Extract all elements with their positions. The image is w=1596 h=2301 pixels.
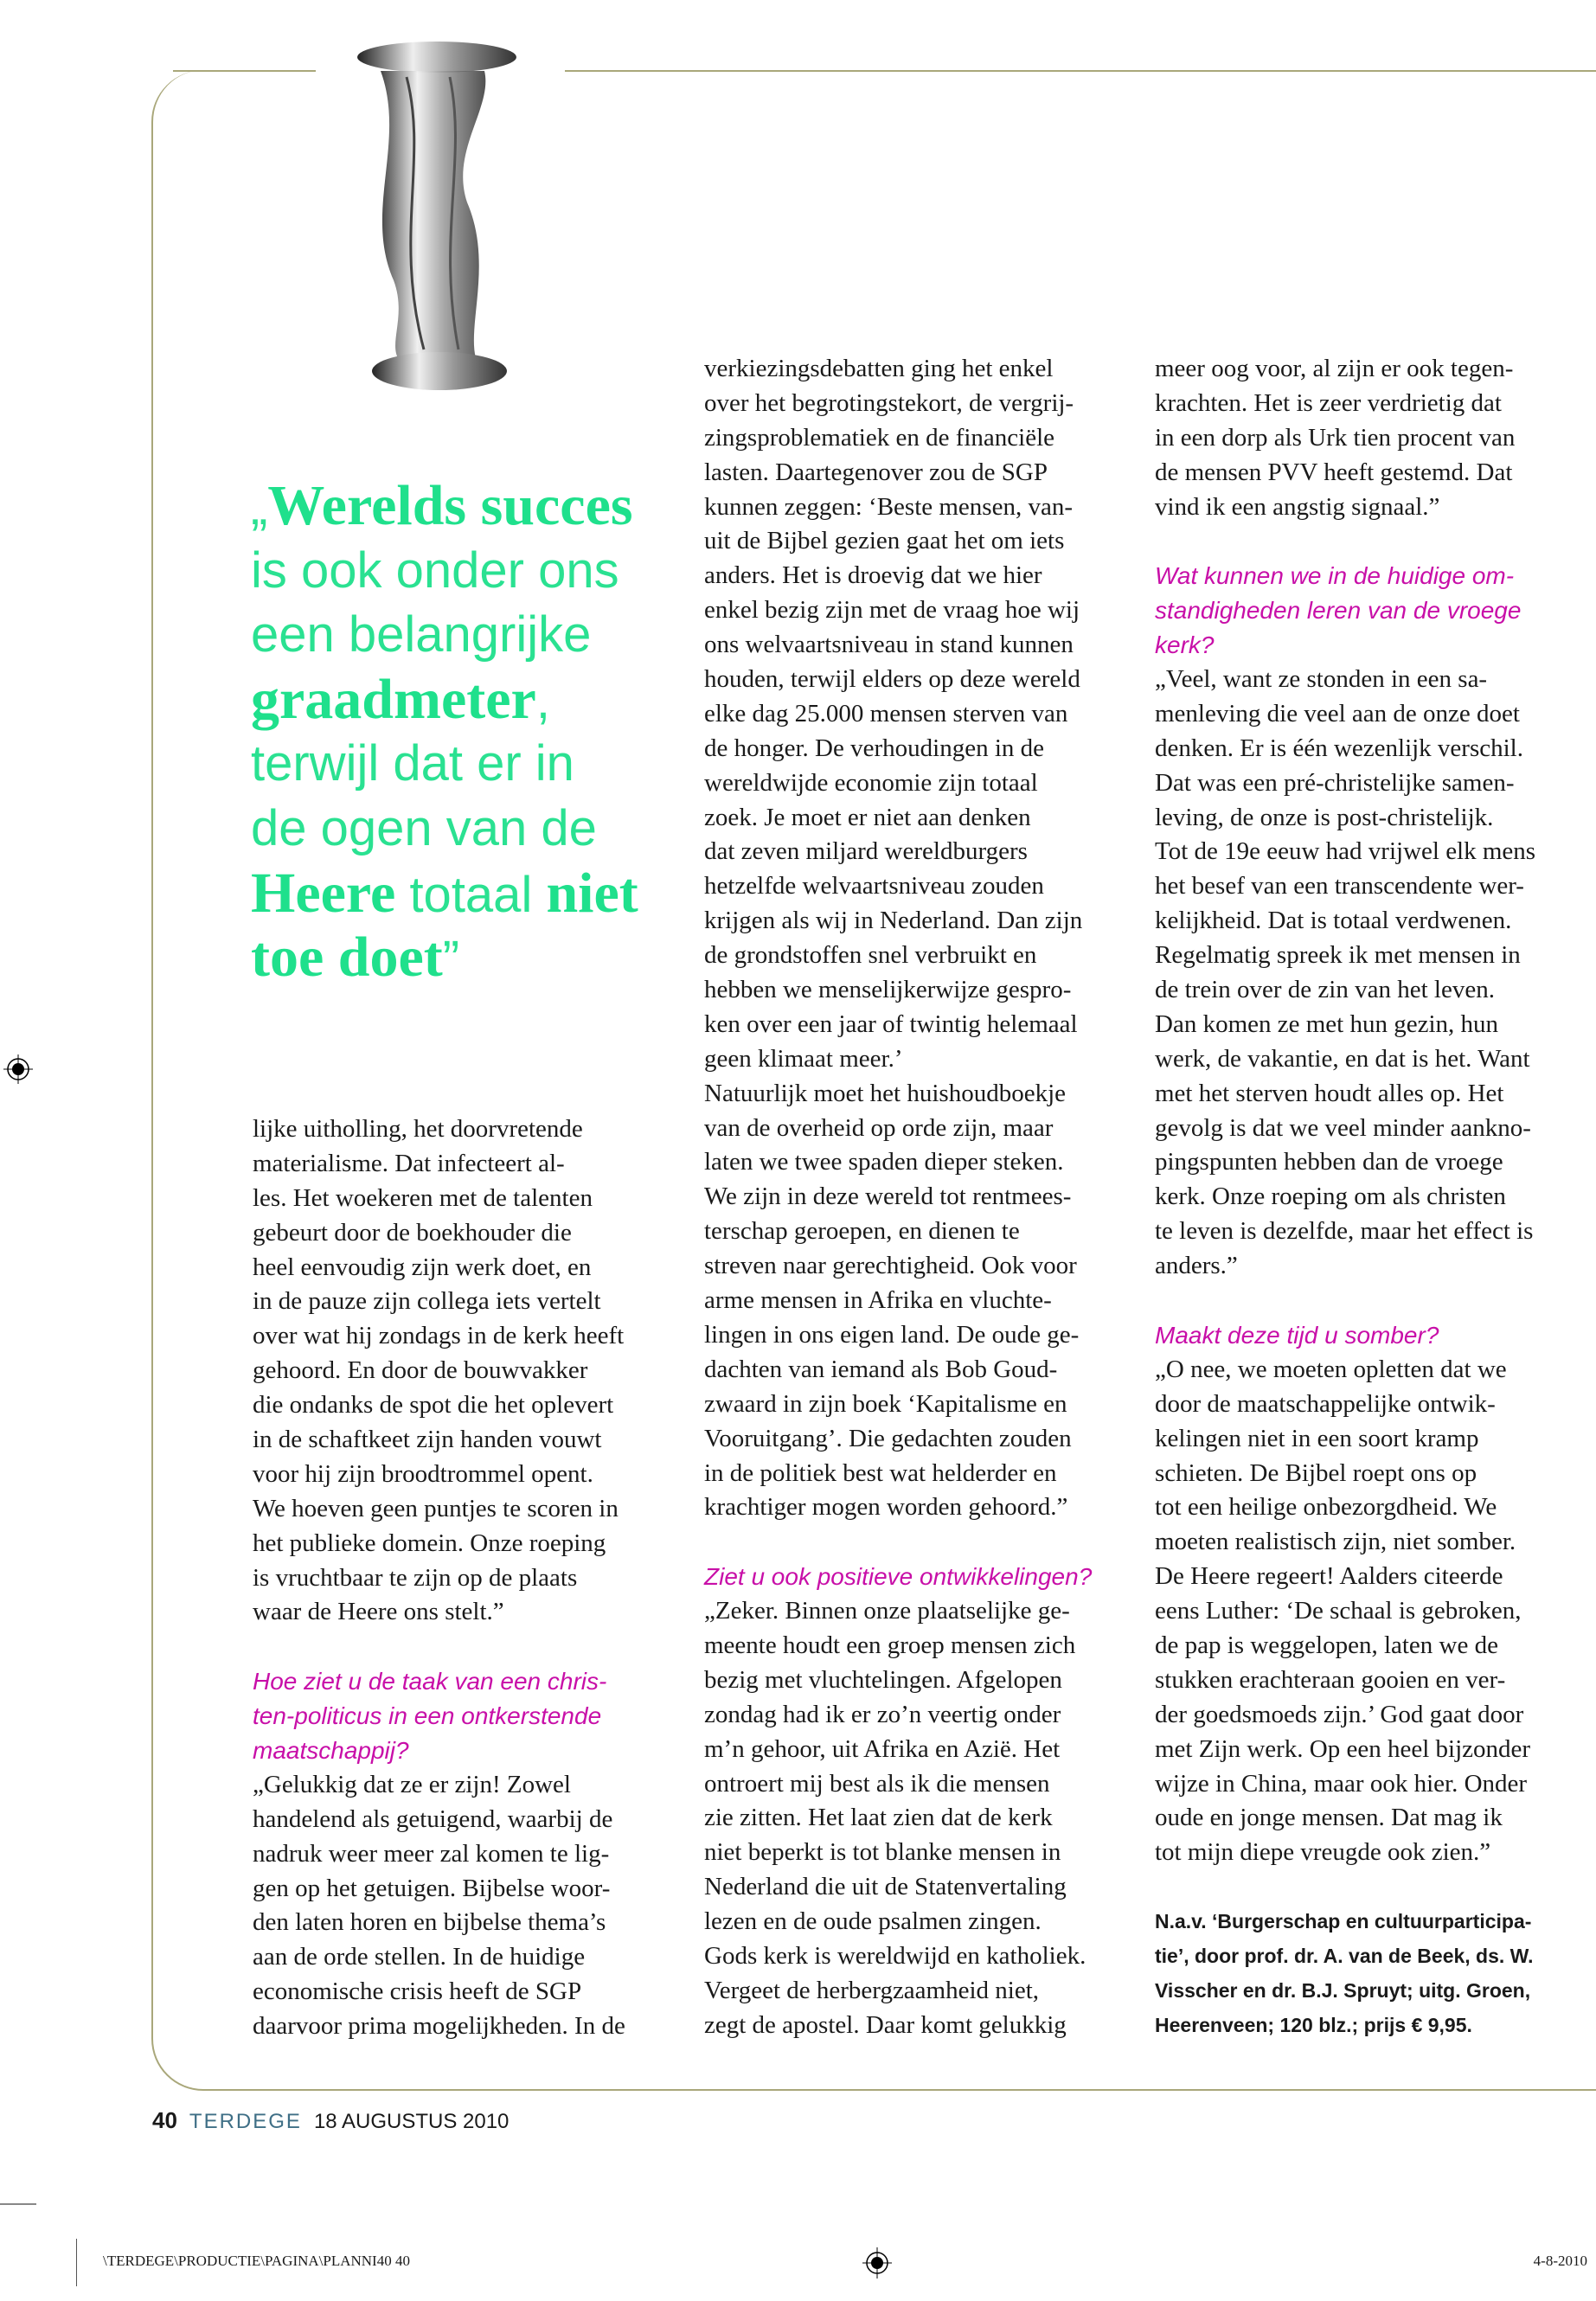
column-2 bbox=[704, 352, 1154, 2043]
slug-path: \TERDEGE\PRODUCTIE\PAGINA\PLANNI40 40 bbox=[103, 2253, 410, 2269]
text-line: het publieke domein. Onze roeping bbox=[253, 1529, 606, 1557]
text-line: Vooruitgang’. Die gedachten zouden bbox=[704, 1424, 1072, 1452]
text-line: de pap is weggelopen, laten we de bbox=[1155, 1631, 1498, 1659]
text-line: lezen en de oude psalmen zingen. bbox=[704, 1907, 1042, 1936]
text-line: te leven is dezelfde, maar het effect is bbox=[1155, 1217, 1534, 1246]
pull-quote-bold: graadmeter bbox=[251, 667, 536, 731]
text-line: de honger. De verhoudingen in de bbox=[704, 734, 1045, 762]
text-line: leving, de onze is post-christelijk. bbox=[1155, 803, 1494, 831]
text-line: moeten realistisch zijn, niet somber. bbox=[1155, 1528, 1516, 1556]
text-line: wijze in China, maar ook hier. Onder bbox=[1155, 1769, 1528, 1798]
registration-mark-icon bbox=[3, 1054, 33, 1084]
text-line: Wat kunnen we in de huidige om- bbox=[1155, 562, 1515, 590]
text-line: enkel bezig zijn met de vraag hoe wij bbox=[704, 596, 1080, 625]
text-line: over het begrotingstekort, de vergrij- bbox=[704, 388, 1074, 417]
pull-quote bbox=[251, 474, 638, 990]
body-paragraph bbox=[1155, 1353, 1596, 1870]
text-line: krijgen als wij in Nederland. Dan zijn bbox=[704, 907, 1083, 935]
text-line: voor hij zijn broodtrommel opent. bbox=[253, 1459, 593, 1488]
paragraph-gap bbox=[253, 1630, 702, 1664]
text-line: Ziet u ook positieve ontwikkelingen? bbox=[704, 1563, 1093, 1591]
text-line: streven naar gerechtigheid. Ook voor bbox=[704, 1252, 1077, 1280]
text-line: lasten. Daartegenover zou de SGP bbox=[704, 458, 1048, 486]
issue-date: 18 AUGUSTUS 2010 bbox=[313, 2110, 510, 2133]
text-line: De Heere regeert! Aalders citeerde bbox=[1155, 1562, 1503, 1591]
text-line: vind ik een angstig signaal.” bbox=[1155, 492, 1440, 521]
text-line: in de politiek best wat helderder en bbox=[704, 1458, 1057, 1487]
text-line: niet beperkt is tot blanke mensen in bbox=[704, 1838, 1061, 1867]
pull-quote-line bbox=[251, 668, 638, 733]
text-line: Dat was een pré-christelijke samen- bbox=[1155, 768, 1515, 797]
text-line: We zijn in deze wereld tot rentmees- bbox=[704, 1183, 1072, 1211]
text-line: werk, de vakantie, en dat is het. Want bbox=[1155, 1044, 1530, 1073]
text-line: Maakt deze tijd u somber? bbox=[1155, 1321, 1439, 1349]
text-line: eens Luther: ‘De schaal is gebroken, bbox=[1155, 1597, 1522, 1625]
text-line: tie’, door prof. dr. A. van de Beek, ds. W. bbox=[1155, 1944, 1534, 1967]
text-line: pingspunten hebben dan de vroege bbox=[1155, 1148, 1503, 1176]
text-line: de mensen PVV heeft gestemd. Dat bbox=[1155, 458, 1513, 486]
text-line: hetzelfde welvaartsniveau zouden bbox=[704, 872, 1044, 901]
pull-quote-line bbox=[251, 862, 638, 926]
text-line: „Gelukkig dat ze er zijn! Zowel bbox=[253, 1770, 571, 1798]
text-line: kerk. Onze roeping om als christen bbox=[1155, 1183, 1506, 1211]
text-line: in de schaftkeet zijn handen vouwt bbox=[253, 1426, 602, 1454]
text-line: in de pauze zijn collega iets vertelt bbox=[253, 1287, 601, 1316]
pull-quote-light: totaal bbox=[395, 866, 547, 923]
column-pillar-illustration bbox=[346, 38, 528, 401]
column-3 bbox=[1155, 352, 1596, 2043]
pull-quote-line bbox=[251, 603, 638, 668]
text-line: de trein over de zin van het leven. bbox=[1155, 976, 1495, 1004]
text-line: handelend als getuigend, waarbij de bbox=[253, 1804, 613, 1833]
text-line: gehoord. En door de bouwvakker bbox=[253, 1356, 588, 1385]
text-line: maatschappij? bbox=[253, 1737, 409, 1765]
body-paragraph bbox=[704, 352, 1154, 1525]
text-line: over wat hij zondags in de kerk heeft bbox=[253, 1322, 625, 1350]
interview-question bbox=[1155, 1318, 1596, 1353]
text-line: standigheden leren van de vroege bbox=[1155, 597, 1522, 625]
text-line: zoek. Je moet er niet aan denken bbox=[704, 803, 1031, 831]
body-paragraph bbox=[1155, 663, 1596, 1284]
text-line: m’n gehoor, uit Afrika en Azië. Het bbox=[704, 1734, 1061, 1763]
pull-quote-line bbox=[251, 797, 638, 862]
magazine-name: TERDEGE bbox=[189, 2110, 302, 2133]
body-paragraph bbox=[704, 1594, 1154, 2043]
frame-top-line-left bbox=[173, 70, 316, 72]
paragraph-gap bbox=[1155, 1284, 1596, 1318]
text-line: zwaard in zijn boek ‘Kapitalisme en bbox=[704, 1389, 1067, 1418]
text-line: arme mensen in Afrika en vluchte- bbox=[704, 1286, 1052, 1315]
pull-quote-line bbox=[251, 926, 638, 990]
text-line: kerk? bbox=[1155, 631, 1215, 659]
pull-quote-bold: Heere bbox=[251, 861, 396, 925]
text-line: tot mijn diepe vreugde ook zien.” bbox=[1155, 1838, 1491, 1867]
text-line: zie zitten. Het laat zien dat de kerk bbox=[704, 1804, 1053, 1832]
text-line: geen klimaat meer.’ bbox=[704, 1044, 903, 1073]
crop-mark-vertical bbox=[76, 2239, 77, 2286]
text-line: ken over een jaar of twintig helemaal bbox=[704, 1009, 1078, 1038]
text-line: is vruchtbaar te zijn op de plaats bbox=[253, 1563, 578, 1592]
frame-top-line-right bbox=[565, 70, 1596, 72]
paragraph-gap bbox=[1155, 1870, 1596, 1905]
text-line: „Zeker. Binnen onze plaatselijke ge- bbox=[704, 1597, 1070, 1625]
text-line: anders.” bbox=[1155, 1252, 1238, 1280]
text-line: Heerenveen; 120 blz.; prijs € 9,95. bbox=[1155, 2013, 1472, 2036]
interview-question bbox=[704, 1560, 1154, 1594]
text-line: Gods kerk is wereldwijd en katholiek. bbox=[704, 1941, 1086, 1970]
paragraph-gap bbox=[704, 1525, 1154, 1560]
text-line: Natuurlijk moet het huishoudboekje bbox=[704, 1079, 1067, 1107]
registration-mark-icon bbox=[862, 2247, 892, 2279]
text-line: „O nee, we moeten opletten dat we bbox=[1155, 1355, 1507, 1383]
text-line: meer oog voor, al zijn er ook tegen- bbox=[1155, 355, 1514, 382]
text-line: lijke uitholling, het doorvretende bbox=[253, 1115, 583, 1143]
crop-mark bbox=[0, 2203, 36, 2205]
text-line: kelijkheid. Dat is totaal verdwenen. bbox=[1155, 907, 1512, 935]
book-note bbox=[1155, 1905, 1596, 2043]
text-line: tot een heilige onbezorgdheid. We bbox=[1155, 1493, 1497, 1522]
text-line: nadruk weer meer zal komen te lig- bbox=[253, 1839, 610, 1868]
text-line: Hoe ziet u de taak van een chris- bbox=[253, 1668, 607, 1695]
text-line: Tot de 19e eeuw had vrijwel elk mens bbox=[1155, 837, 1536, 866]
text-line: lingen in ons eigen land. De oude ge- bbox=[704, 1320, 1080, 1349]
text-line: die ondanks de spot die het oplevert bbox=[253, 1391, 614, 1420]
pull-quote-line bbox=[251, 732, 638, 797]
text-line: stukken erachteraan gooien en ver- bbox=[1155, 1665, 1506, 1694]
pull-quote-light: „ bbox=[251, 479, 268, 535]
text-line: zingsproblematiek en de financiële bbox=[704, 423, 1055, 452]
pull-quote-light: ” bbox=[442, 931, 460, 988]
text-line: Regelmatig spreek ik met mensen in bbox=[1155, 941, 1521, 970]
text-line: les. Het woekeren met de talenten bbox=[253, 1183, 593, 1212]
text-line: We hoeven geen puntjes te scoren in bbox=[253, 1494, 619, 1522]
column-1 bbox=[253, 1112, 702, 2044]
text-line: elke dag 25.000 mensen sterven van bbox=[704, 699, 1068, 727]
text-line: Nederland die uit de Statenvertaling bbox=[704, 1873, 1067, 1901]
body-paragraph bbox=[253, 1112, 702, 1630]
text-line: daarvoor prima mogelijkheden. In de bbox=[253, 2012, 625, 2041]
text-line: denken. Er is één wezenlijk verschil. bbox=[1155, 734, 1523, 762]
text-line: door de maatschappelijke ontwik- bbox=[1155, 1389, 1496, 1418]
text-line: ten-politicus in een ontkerstende bbox=[253, 1702, 602, 1730]
pull-quote-light: de ogen van de bbox=[251, 799, 597, 856]
body-paragraph bbox=[1155, 352, 1596, 524]
page-number: 40 bbox=[152, 2107, 177, 2133]
text-line: Vergeet de herbergzaamheid niet, bbox=[704, 1976, 1040, 2004]
interview-question bbox=[1155, 559, 1596, 663]
text-line: gevolg is dat we veel minder aankno- bbox=[1155, 1113, 1531, 1142]
text-line: houden, terwijl elders op deze wereld bbox=[704, 665, 1080, 694]
text-line: waar de Heere ons stelt.” bbox=[253, 1598, 504, 1626]
text-line: in een dorp als Urk tien procent van bbox=[1155, 423, 1516, 452]
pull-quote-bold: niet bbox=[546, 861, 638, 925]
pull-quote-light: terwijl dat er in bbox=[251, 735, 574, 792]
text-line: krachten. Het is zeer verdrietig dat bbox=[1155, 388, 1502, 417]
text-line: economische crisis heeft de SGP bbox=[253, 1977, 582, 2006]
text-line: verkiezingsdebatten ging het enkel bbox=[704, 355, 1054, 382]
text-line: met Zijn werk. Op een heel bijzonder bbox=[1155, 1734, 1531, 1763]
text-line: Dan komen ze met hun gezin, hun bbox=[1155, 1009, 1499, 1038]
pull-quote-light: , bbox=[535, 672, 550, 729]
text-line: het besef van een transcendente wer- bbox=[1155, 872, 1524, 901]
text-line: schieten. De Bijbel roept ons op bbox=[1155, 1458, 1477, 1487]
text-line: zegt de apostel. Daar komt gelukkig bbox=[704, 2010, 1067, 2039]
text-line: krachtiger mogen worden gehoord.” bbox=[704, 1493, 1068, 1522]
text-line: hebben we menselijkerwijze gespro- bbox=[704, 976, 1072, 1004]
text-line: der goedsmoeds zijn.’ God gaat door bbox=[1155, 1700, 1524, 1728]
text-line: uit de Bijbel gezien gaat het om iets bbox=[704, 527, 1065, 555]
text-line: terschap geroepen, en dienen te bbox=[704, 1217, 1020, 1246]
text-line: ons welvaartsniveau in stand kunnen bbox=[704, 631, 1074, 659]
pull-quote-light: een belangrijke bbox=[251, 606, 592, 663]
text-line: met het sterven houdt alles op. Het bbox=[1155, 1079, 1504, 1107]
text-line: oude en jonge mensen. Dat mag ik bbox=[1155, 1804, 1503, 1832]
text-line: N.a.v. ‘Burgerschap en cultuurparticipa- bbox=[1155, 1910, 1532, 1933]
text-line: de grondstoffen snel verbruikt en bbox=[704, 941, 1037, 970]
text-line: laten we twee spaden dieper steken. bbox=[704, 1148, 1064, 1176]
pull-quote-bold: toe doet bbox=[251, 926, 443, 990]
paragraph-gap bbox=[1155, 524, 1596, 559]
page-footer bbox=[152, 2107, 509, 2134]
interview-question bbox=[253, 1664, 702, 1768]
text-line: dat zeven miljard wereldburgers bbox=[704, 837, 1028, 866]
text-line: heel eenvoudig zijn werk doet, en bbox=[253, 1253, 592, 1281]
text-line: aan de orde stellen. In de huidige bbox=[253, 1943, 586, 1971]
pull-quote-line bbox=[251, 539, 638, 604]
slug-date: 4-8-2010 bbox=[1533, 2253, 1587, 2269]
text-line: kunnen zeggen: ‘Beste mensen, van- bbox=[704, 492, 1073, 521]
body-paragraph bbox=[253, 1768, 702, 2044]
pull-quote-line bbox=[251, 474, 638, 539]
text-line: van de overheid op orde zijn, maar bbox=[704, 1113, 1054, 1142]
text-line: dachten van iemand als Bob Goud- bbox=[704, 1355, 1058, 1383]
pull-quote-bold: Werelds succes bbox=[267, 474, 633, 537]
text-line: anders. Het is droevig dat we hier bbox=[704, 561, 1042, 590]
text-line: bezig met vluchtelingen. Afgelopen bbox=[704, 1665, 1062, 1694]
text-line: materialisme. Dat infecteert al- bbox=[253, 1149, 565, 1177]
pull-quote-light: is ook onder ons bbox=[251, 542, 619, 599]
text-line: menleving die veel aan de onze doet bbox=[1155, 699, 1520, 727]
text-line: den laten horen en bijbelse thema’s bbox=[253, 1908, 606, 1937]
text-line: meente houdt een groep mensen zich bbox=[704, 1631, 1076, 1659]
text-line: ontroert mij best als ik die mensen bbox=[704, 1769, 1050, 1798]
text-line: zondag had ik er zo’n veertig onder bbox=[704, 1700, 1061, 1728]
text-line: gen op het getuigen. Bijbelse woor- bbox=[253, 1874, 611, 1902]
text-line: kelingen niet in een soort kramp bbox=[1155, 1424, 1479, 1452]
text-line: „Veel, want ze stonden in een sa- bbox=[1155, 665, 1488, 694]
text-line: gebeurt door de boekhouder die bbox=[253, 1218, 572, 1247]
text-line: Visscher en dr. B.J. Spruyt; uitg. Groen, bbox=[1155, 1978, 1531, 2002]
text-line: wereldwijde economie zijn totaal bbox=[704, 768, 1038, 797]
